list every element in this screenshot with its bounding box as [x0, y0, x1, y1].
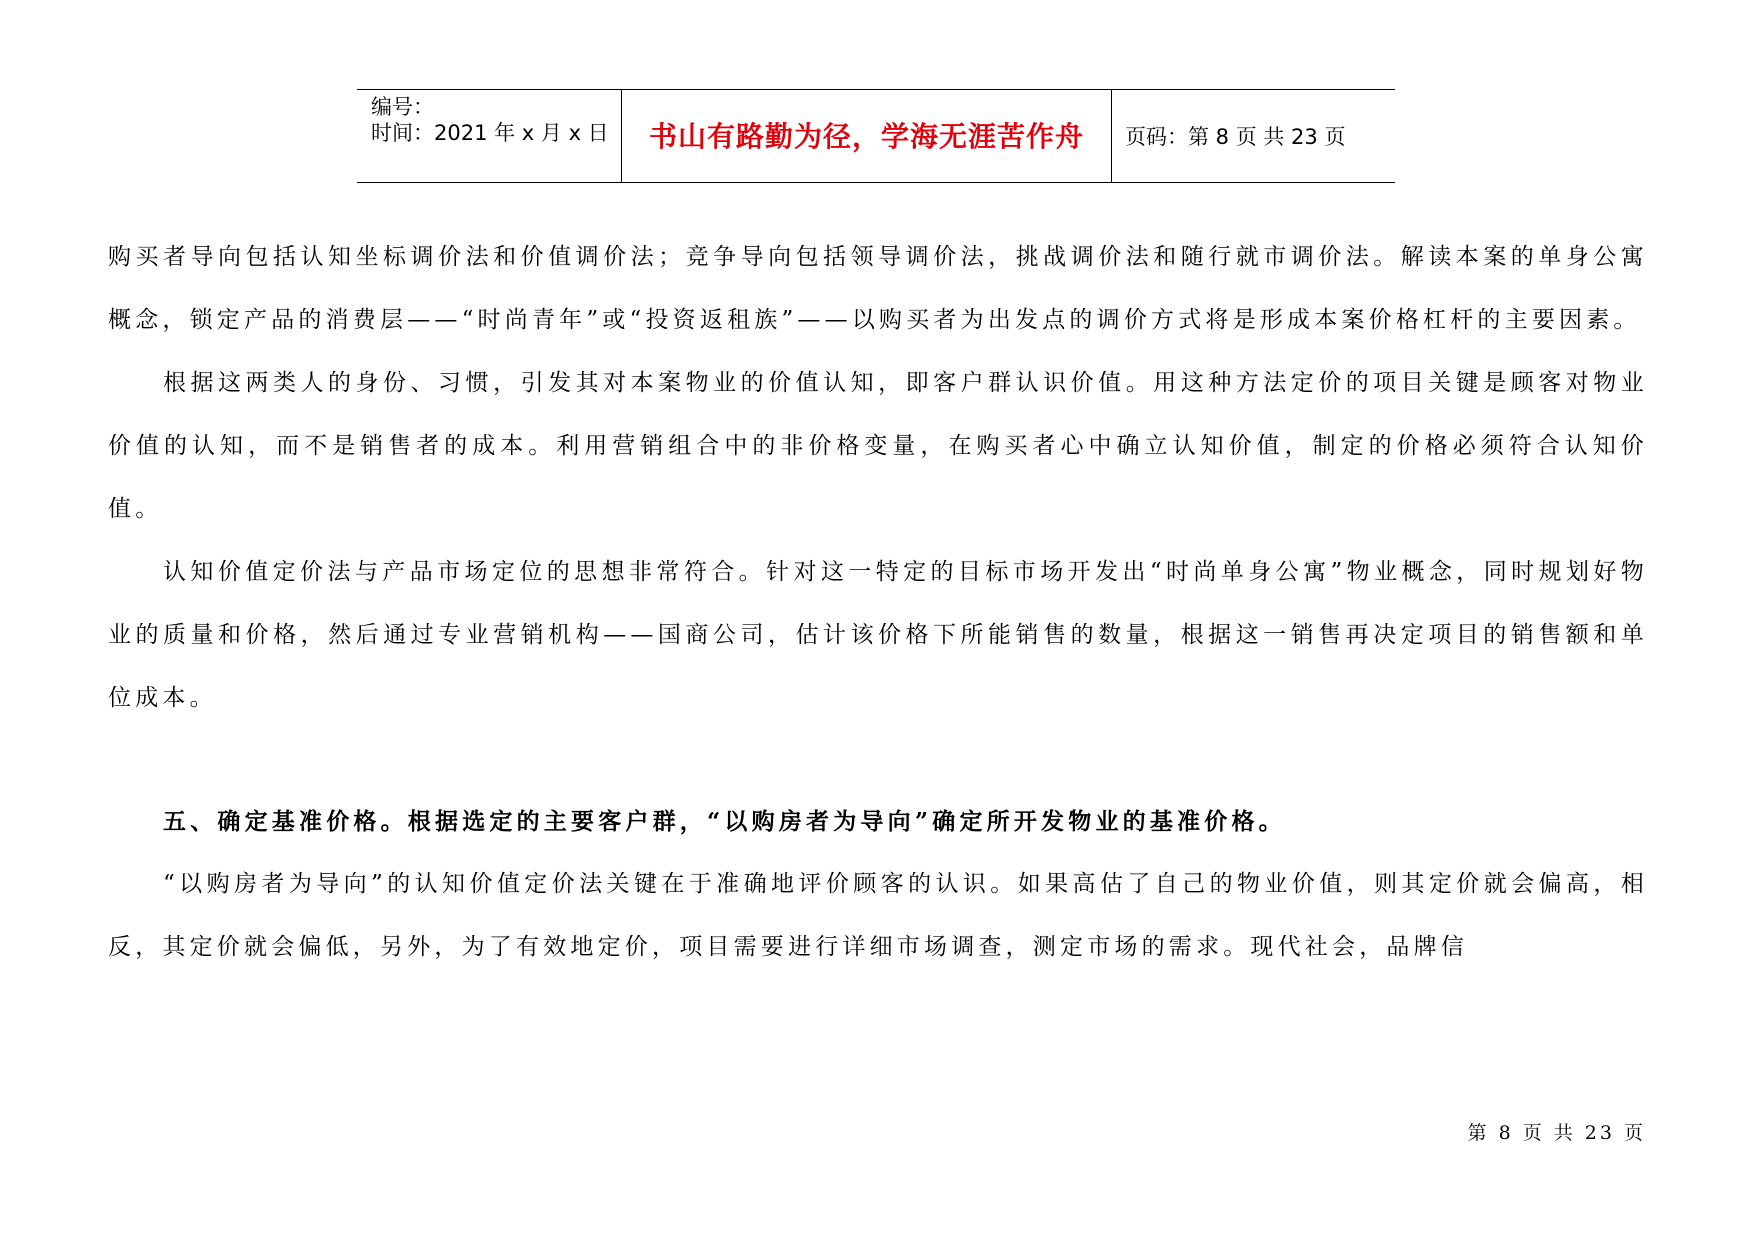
serial-number-label: 编号：: [371, 95, 434, 119]
section-heading-5: 五、确定基准价格。根据选定的主要客户群，“以购房者为导向”确定所开发物业的基准价格。: [163, 808, 1286, 835]
motto-text: 书山有路勤为径，学海无涯苦作舟: [648, 120, 1084, 153]
page-footer: 第 8 页 共 23 页: [1467, 1122, 1646, 1144]
header-table: [357, 89, 1395, 183]
paragraph-1: 购买者导向包括认知坐标调价法和价值调价法；竞争导向包括领导调价法，挑战调价法和随行就市调价法。解读本案的单身公寓概念，锁定产品的消费层——“时尚青年”或“投资返租族”——以购买者为出发点的调价方式将是形成本案价格杠杆的主要因素。: [108, 244, 1648, 333]
header-page-cell: [1112, 90, 1395, 182]
header-motto-cell: [622, 90, 1112, 182]
paragraph-3: 认知价值定价法与产品市场定位的思想非常符合。针对这一特定的目标市场开发出“时尚单身公寓”物业概念，同时规划好物业的质量和价格，然后通过专业营销机构——国商公司，估计该价格下所能销售的数量，根据这一销售再决定项目的销售额和单位成本。: [108, 559, 1648, 711]
document-body: [108, 226, 1648, 979]
page-code: 页码：第 8 页 共 23 页: [1125, 125, 1346, 149]
paragraph-2: 根据这两类人的身份、习惯，引发其对本案物业的价值认知，即客户群认识价值。用这种方法定价的项目关键是顾客对物业价值的认知，而不是销售者的成本。利用营销组合中的非价格变量，在购买者心中确立认知价值，制定的价格必须符合认知价值。: [108, 370, 1648, 522]
header-info-cell: [357, 90, 622, 182]
date-label: 时间：2021 年 x 月 x 日: [371, 121, 609, 145]
paragraph-4: “以购房者为导向”的认知价值定价法关键在于准确地评价顾客的认识。如果高估了自己的物业价值，则其定价就会偏高，相反，其定价就会偏低，另外，为了有效地定价，项目需要进行详细市场调查，测定市场的需求。现代社会，品牌信: [108, 871, 1648, 960]
